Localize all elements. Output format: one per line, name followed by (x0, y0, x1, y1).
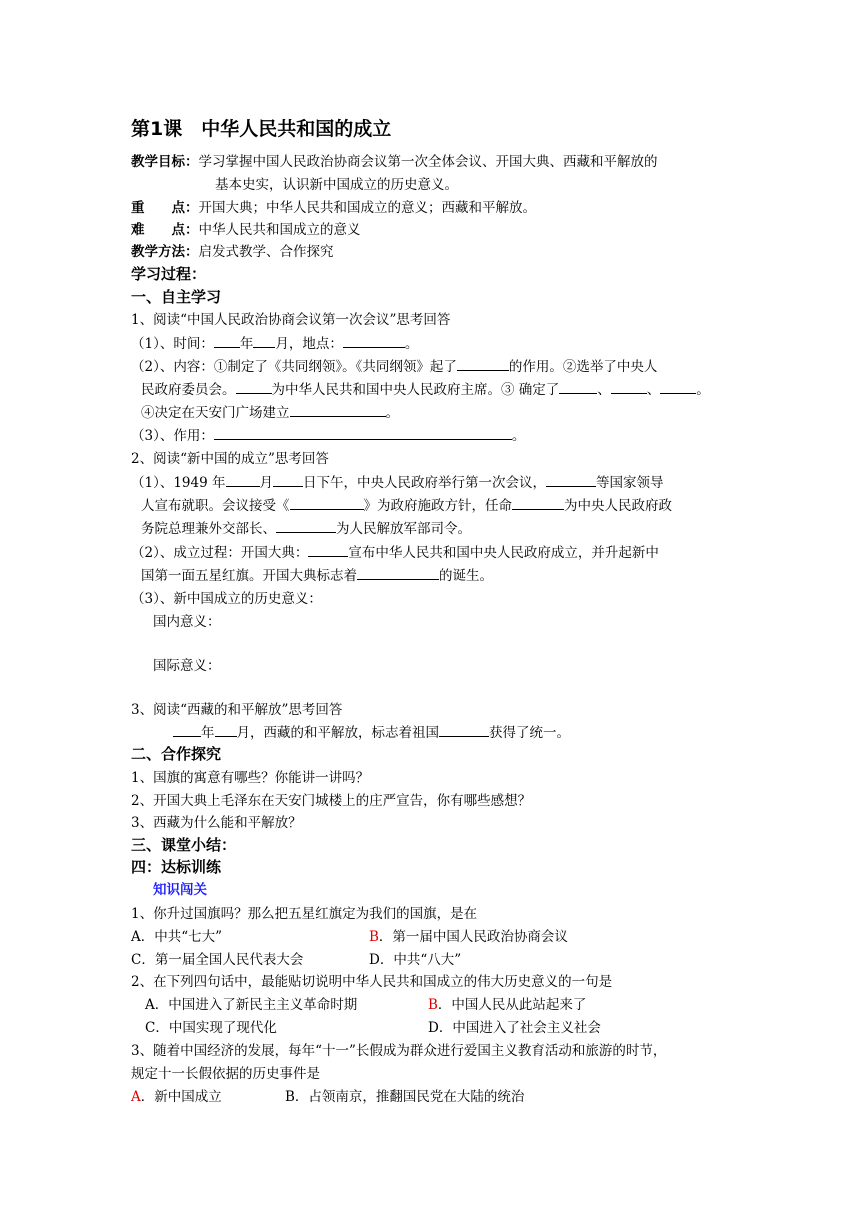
text: ．新中国成立 (140, 1089, 222, 1105)
text: 人宣布就职。会议接受《 (141, 498, 290, 514)
blank (214, 333, 240, 348)
text: 的诞生。 (439, 568, 493, 584)
explore-item-2: 2、开国大典上毛泽东在天安门城楼上的庄严宣告，你有哪些感想？ (131, 793, 532, 809)
blank (253, 333, 275, 348)
international-significance: 国际意义： (153, 658, 221, 674)
exercise-2-option-a: A．中国进入了新民主主义革命时期 (145, 997, 358, 1013)
text: 年 (201, 725, 215, 741)
text: 。 (696, 382, 710, 398)
q2-1-line-3 (141, 518, 471, 539)
blank (611, 379, 647, 394)
text: 年 (239, 336, 254, 352)
q3-line (173, 722, 570, 743)
blank (236, 379, 272, 394)
exercise-2-option-b (428, 995, 586, 1015)
exercise-3-line-2: 规定十一长假依据的历史事件是 (131, 1066, 320, 1082)
exercise-1-option-d: D．中共“八大” (369, 952, 462, 968)
exercise-3-line-1: 3、随着中国经济的发展，每年“十一”长假成为群众进行爱国主义教育活动和旅游的时节， (131, 1043, 667, 1059)
exercise-2: 2、在下列四句话中，最能贴切说明中华人民共和国成立的伟大历史意义的一句是 (131, 974, 613, 990)
text: 等国家领导 (596, 475, 664, 491)
goal-line-2: 基本史实，认识新中国成立的历史意义。 (215, 177, 458, 193)
blank (559, 379, 597, 394)
question-1: 1、阅读“中国人民政治协商会议第一次会议”思考回答 (131, 312, 451, 328)
q1-2-line-3 (141, 402, 399, 423)
text: 。 (511, 428, 526, 444)
blank (215, 722, 237, 737)
blank (276, 518, 336, 533)
diff-text: 中华人民共和国成立的意义 (198, 222, 361, 238)
text: 宣布中华人民共和国中央人民政府成立，并升起新中 (348, 545, 659, 561)
text: （2）、成立过程：开国大典： (131, 545, 309, 561)
blank (457, 356, 509, 371)
knowledge-challenge-label: 知识闯关 (153, 882, 207, 898)
blank (660, 379, 696, 394)
text: 月，地点： (275, 336, 343, 352)
text: （2）、内容：①制定了《共同纲领》。《共同纲领》起了 (131, 359, 457, 375)
blank (214, 425, 512, 440)
text: 。 (404, 336, 419, 352)
method-label: 教学方法： (131, 244, 199, 260)
process-label: 学习过程： (131, 265, 207, 283)
q1-2-line-2 (141, 379, 710, 400)
text: ．第一届中国人民政治协商会议 (378, 929, 568, 945)
blank (357, 565, 439, 580)
blank (512, 495, 564, 510)
q1-2-line-1 (131, 356, 657, 377)
difficulty (131, 220, 361, 240)
text: 国第一面五星红旗。开国大典标志着 (141, 568, 357, 584)
key-points (131, 198, 536, 218)
blank (546, 472, 596, 487)
q1-3 (131, 425, 525, 446)
exercise-3-option-b: B．占领南京，推翻国民党在大陆的统治 (285, 1089, 525, 1105)
exercise-1-option-a: A．中共“七大” (131, 929, 223, 945)
explore-item-3: 3、西藏为什么能和平解放？ (131, 815, 302, 831)
exercise-2-option-d: D．中国进入了社会主义社会 (428, 1020, 601, 1036)
exercise-2-option-c: C．中国实现了现代化 (145, 1020, 277, 1036)
exercise-1: 1、你升过国旗吗？那么把五星红旗定为我们的国旗，是在 (131, 906, 478, 922)
text: 、 (597, 382, 611, 398)
answer-letter: B (369, 929, 379, 945)
exercise-1-option-c: C．第一届全国人民代表大会 (131, 952, 304, 968)
text: 日下午，中央人民政府举行第一次会议， (303, 475, 546, 491)
diff-label: 难 点： (131, 222, 199, 238)
text: （3）、作用： (131, 428, 214, 444)
q1-1 (131, 333, 418, 354)
blank (290, 402, 386, 417)
text: 。 (385, 405, 399, 421)
q2-2-line-1 (131, 542, 659, 563)
text: ．中国人民从此站起来了 (437, 997, 587, 1013)
goal-text-1: 学习掌握中国人民政治协商会议第一次全体会议、开国大典、西藏和平解放的 (198, 154, 658, 170)
section-1-heading: 一、自主学习 (131, 288, 222, 306)
key-text: 开国大典；中华人民共和国成立的意义；西藏和平解放。 (198, 200, 536, 216)
text: 务院总理兼外交部长、 (141, 521, 276, 537)
blank (308, 542, 348, 557)
method (131, 242, 334, 262)
answer-letter: A (131, 1089, 141, 1105)
text: 月 (259, 475, 273, 491)
text: 民政府委员会。 (141, 382, 236, 398)
blank (226, 472, 260, 487)
exercise-3-option-a (131, 1087, 222, 1107)
q2-1-line-2 (141, 495, 672, 516)
text: （1）、1949 年 (131, 475, 226, 491)
text: 月，西藏的和平解放，标志着祖国 (236, 725, 439, 741)
question-3: 3、阅读“西藏的和平解放”思考回答 (131, 702, 343, 718)
method-text: 启发式教学、合作探究 (198, 244, 334, 260)
lesson-name: 中华人民共和国的成立 (201, 118, 392, 140)
text: 、 (646, 382, 661, 398)
q2-1-line-1 (131, 472, 664, 493)
text: ④决定在天安门广场建立 (141, 405, 290, 421)
question-2: 2、阅读“新中国的成立”思考回答 (131, 451, 329, 467)
text: 为中央人民政府政 (564, 498, 672, 514)
text: 为人民解放军部司令。 (336, 521, 471, 537)
blank (173, 722, 201, 737)
text: 》为政府施政方针，任命 (363, 498, 512, 514)
section-4-heading: 四：达标训练 (131, 858, 222, 876)
blank (273, 472, 303, 487)
text: 获得了统一。 (489, 725, 570, 741)
lesson-number: 第1课 (131, 118, 183, 140)
lesson-title (131, 116, 391, 142)
domestic-significance: 国内意义： (153, 614, 221, 630)
key-label: 重 点： (131, 200, 199, 216)
text: 的作用。②选举了中央人 (508, 359, 658, 375)
blank (439, 722, 489, 737)
goal-label: 教学目标： (131, 154, 199, 170)
answer-letter: B (428, 997, 438, 1013)
explore-item-1: 1、国旗的寓意有哪些？你能讲一讲吗？ (131, 770, 370, 786)
blank (343, 333, 405, 348)
blank (290, 495, 364, 510)
q2-3: （3）、新中国成立的历史意义： (131, 591, 322, 607)
goal-line-1 (131, 152, 658, 172)
exercise-1-option-b (369, 927, 568, 947)
section-3-heading: 三、课堂小结： (131, 836, 237, 854)
section-2-heading: 二、合作探究 (131, 745, 222, 763)
text: （1）、时间： (131, 336, 214, 352)
text: 为中华人民共和国中央人民政府主席。③ 确定了 (271, 382, 560, 398)
q2-2-line-2 (141, 565, 493, 586)
